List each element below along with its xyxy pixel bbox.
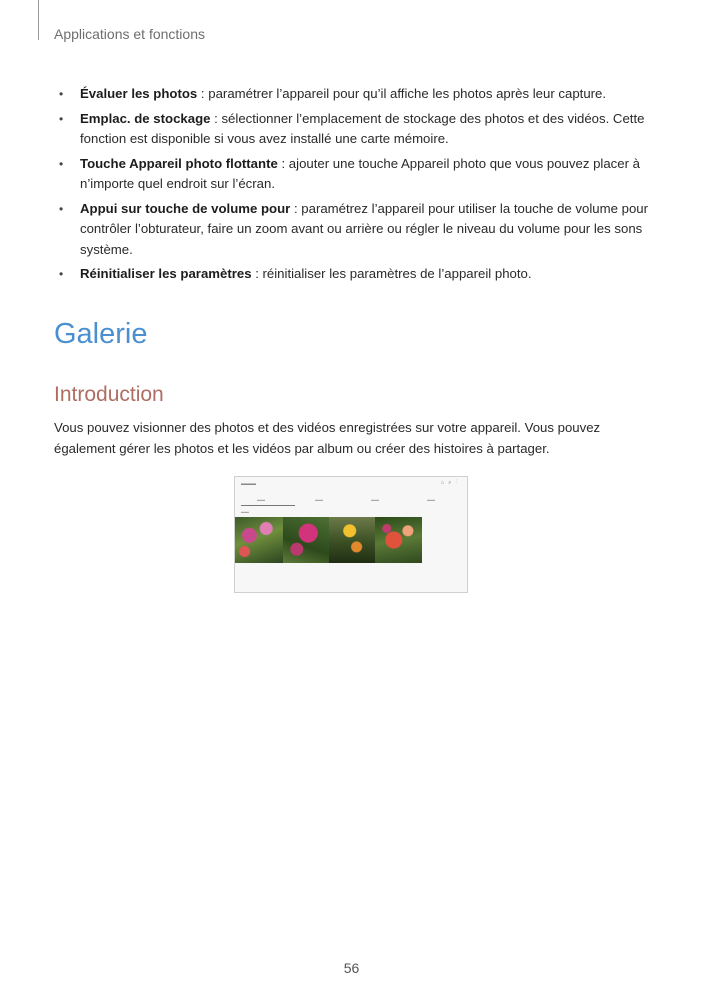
list-item bbox=[54, 264, 654, 285]
list-item bbox=[54, 84, 654, 105]
bullet-icon: • bbox=[59, 87, 64, 101]
screenshot-app-bar bbox=[235, 477, 467, 493]
screenshot-date-label: ▬▬ bbox=[241, 509, 249, 514]
item-text: : réinitialiser les paramètres de l’appareil photo. bbox=[251, 266, 532, 281]
item-term: Évaluer les photos bbox=[80, 86, 198, 101]
settings-list bbox=[54, 84, 654, 289]
gallery-screenshot bbox=[234, 476, 468, 593]
photo-thumbnail bbox=[283, 517, 329, 563]
screenshot-tab: ▬▬ bbox=[315, 497, 323, 502]
screenshot-tab-indicator bbox=[241, 505, 295, 506]
screenshot-tab: ▬▬ bbox=[427, 497, 435, 502]
bullet-icon: • bbox=[59, 267, 64, 281]
item-term: Appui sur touche de volume pour bbox=[80, 200, 291, 216]
list-item bbox=[54, 109, 654, 150]
photo-thumbnail bbox=[375, 517, 422, 563]
section-title: Galerie bbox=[54, 318, 148, 350]
item-text: : paramétrez l’appareil pour utiliser la touche de volume pour contrôler l’obturateur, faire un zoom avant ou arrière ou régler le niveau du volume pour les sons système. bbox=[80, 200, 648, 257]
intro-paragraph: Vous pouvez visionner des photos et des vidéos enregistrées sur votre appareil. Vous pouvez également gérer les photos et les vidéos par album ou créer des histoires à partager. bbox=[54, 420, 601, 456]
bullet-icon: • bbox=[59, 111, 64, 126]
item-text: : sélectionner l’emplacement de stockage des photos et des vidéos. Cette fonction est disponible si vous avez installé une carte mémoire. bbox=[80, 110, 645, 146]
screenshot-tab: ▬▬ bbox=[371, 497, 379, 502]
item-text: : ajouter une touche Appareil photo que vous pouvez placer à n’importe quel endroit sur l’écran. bbox=[80, 155, 640, 191]
item-text: : paramétrer l’appareil pour qu’il affiche les photos après leur capture. bbox=[197, 86, 607, 101]
page-number: 56 bbox=[343, 960, 360, 976]
subsection-title: Introduction bbox=[54, 383, 164, 406]
header-rule bbox=[38, 0, 39, 40]
bullet-icon: • bbox=[59, 156, 64, 171]
list-item bbox=[54, 154, 654, 195]
photo-thumbnail bbox=[329, 517, 375, 563]
running-header: Applications et fonctions bbox=[54, 26, 205, 42]
screenshot-toolbar-icons: ⌂⌕⋮ bbox=[440, 480, 461, 486]
bullet-icon: • bbox=[59, 201, 64, 216]
list-item bbox=[54, 199, 654, 261]
item-term: Touche Appareil photo flottante bbox=[80, 155, 278, 171]
item-term: Emplac. de stockage bbox=[80, 110, 211, 126]
screenshot-app-label: ▬▬▬ bbox=[241, 481, 256, 487]
item-term: Réinitialiser les paramètres bbox=[80, 266, 252, 281]
screenshot-tab: ▬▬ bbox=[257, 497, 265, 502]
photo-thumbnail bbox=[235, 517, 283, 563]
